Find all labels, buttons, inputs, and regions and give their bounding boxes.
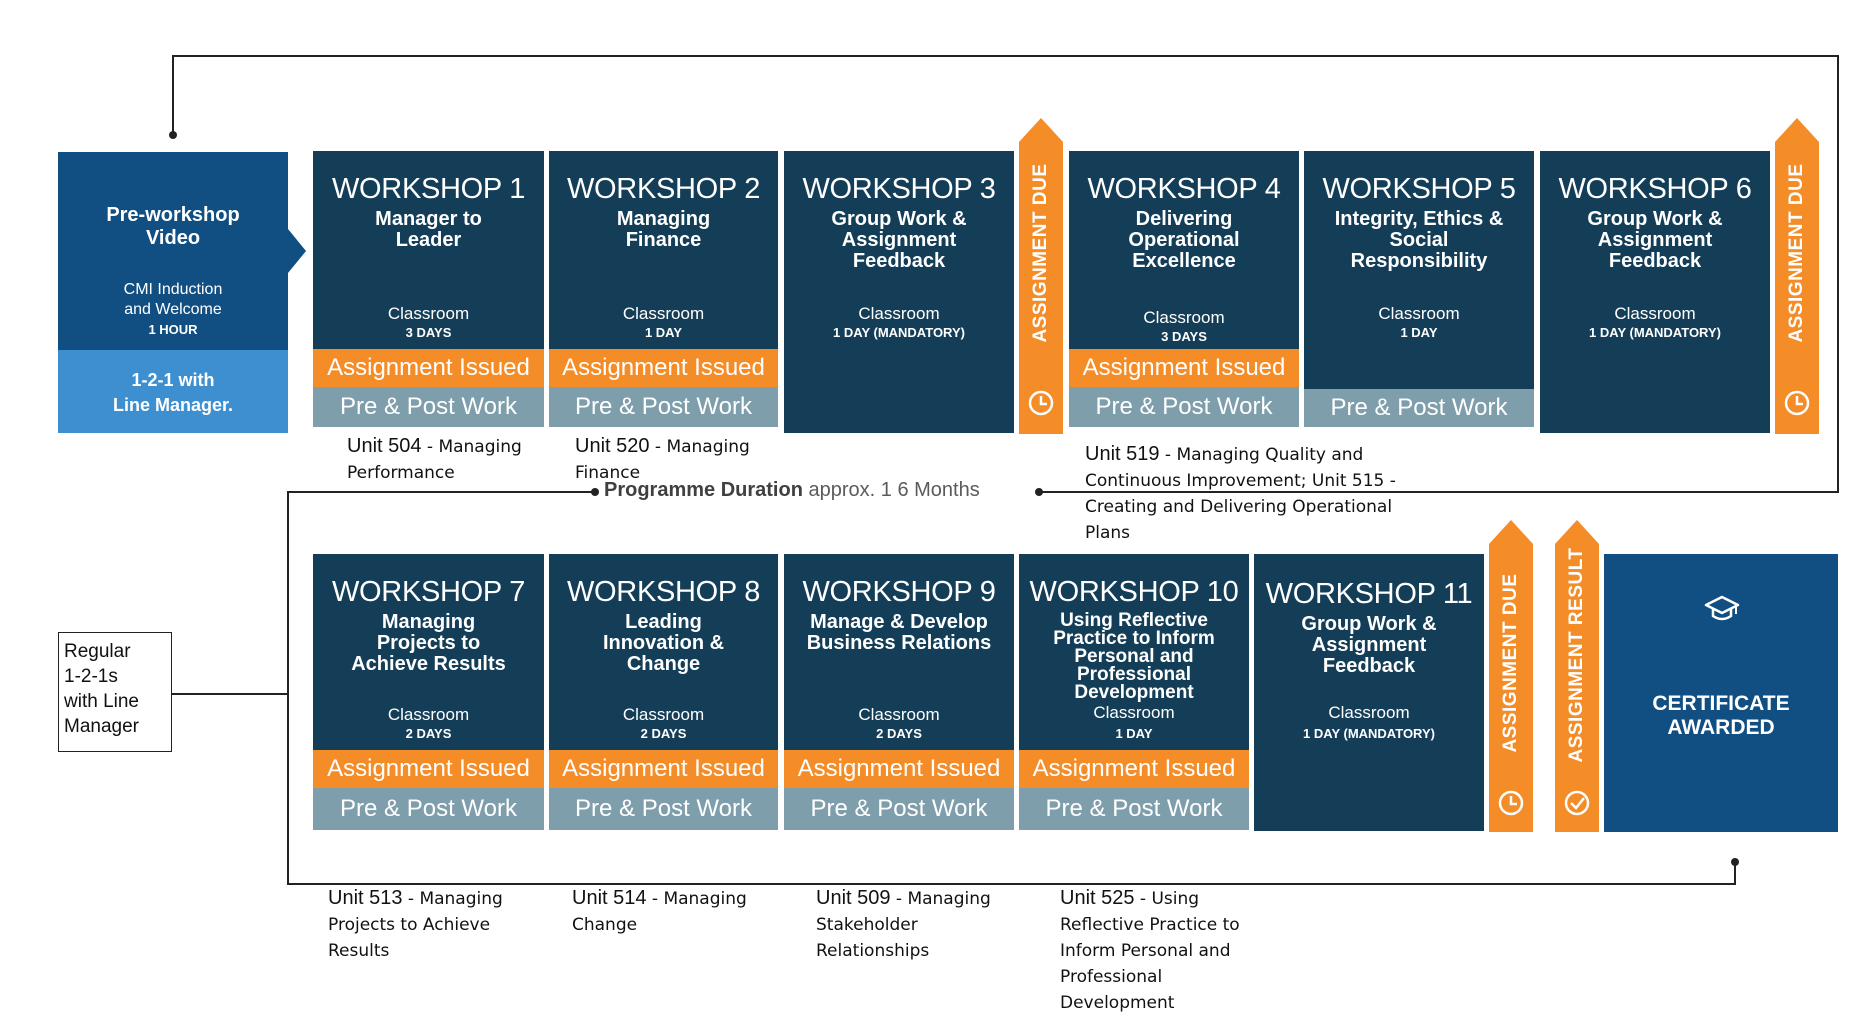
- unit-509-desc: - Managing Stakeholder Relationships: [816, 889, 991, 961]
- workshop-2-mode: Classroom: [622, 304, 705, 323]
- pre-workshop-video: [58, 152, 288, 350]
- unit-520-desc: - Managing Finance: [575, 437, 750, 483]
- assignment-due-3-label: ASSIGNMENT DUE: [1500, 573, 1521, 753]
- workshop-1-subject: Manager to Leader: [375, 208, 482, 251]
- workshop-1-mode: Classroom: [387, 304, 470, 323]
- workshop-4-title: WORKSHOP 4: [1087, 173, 1281, 205]
- workshop-1-card: [313, 151, 544, 433]
- assignment-due-2-label: ASSIGNMENT DUE: [1786, 163, 1807, 343]
- workshop-7-duration: 2 DAYS: [405, 726, 452, 741]
- assignment-result: [1555, 520, 1599, 832]
- workshop-2-card: [549, 151, 778, 433]
- pre-workshop-duration: 1 HOUR: [148, 322, 198, 337]
- workshop-7-prepost: Pre & Post Work: [313, 788, 544, 830]
- workshop-4-duration: 3 DAYS: [1161, 329, 1207, 344]
- assignment-due-1-label: ASSIGNMENT DUE: [1030, 163, 1051, 343]
- regular-121-box: Regular 1-2-1s with Line Manager: [58, 632, 172, 752]
- workshop-6-card: [1540, 151, 1770, 433]
- workshop-4-assignment: Assignment Issued: [1069, 349, 1299, 387]
- unit-513-label: [328, 886, 528, 964]
- graduation-cap-icon: [1704, 594, 1740, 624]
- programme-duration: [604, 479, 980, 502]
- unit-513-code: Unit 513: [328, 887, 403, 909]
- workshop-8-duration: 2 DAYS: [640, 726, 687, 741]
- assignment-due-1: [1019, 118, 1063, 434]
- workshop-1-body: [313, 151, 544, 349]
- workshop-7-mode: Classroom: [387, 705, 470, 724]
- workshop-1-title: WORKSHOP 1: [331, 173, 526, 205]
- workshop-9-title: WORKSHOP 9: [802, 576, 996, 608]
- certificate-awarded: [1604, 554, 1838, 832]
- pre-workshop-title: Pre-workshop Video: [106, 204, 240, 249]
- workshop-3-body: [784, 151, 1014, 433]
- workshop-1-prepost: Pre & Post Work: [313, 387, 544, 427]
- workshop-4-card: [1069, 151, 1299, 433]
- workshop-9-subject: Manage & Develop Business Relations: [806, 611, 992, 654]
- workshop-6-body: [1540, 151, 1770, 433]
- unit-504-code: Unit 504: [347, 435, 422, 457]
- workshop-11-body: [1254, 554, 1484, 831]
- workshop-11-card: [1254, 554, 1484, 831]
- unit-513-desc: - Managing Projects to Achieve Results: [328, 889, 503, 961]
- workshop-6-subject: Group Work & Assignment Feedback: [1587, 208, 1723, 272]
- workshop-8-assignment: Assignment Issued: [549, 750, 778, 788]
- unit-519-515-label: [1085, 442, 1415, 546]
- workshop-2-subject: Managing Finance: [616, 208, 711, 251]
- assignment-due-2: [1775, 118, 1819, 434]
- workshop-2-assignment: Assignment Issued: [549, 349, 778, 387]
- workshop-11-mode: Classroom: [1328, 703, 1410, 722]
- workshop-5-mode: Classroom: [1378, 304, 1460, 323]
- pre-workshop-subtitle: CMI Induction and Welcome: [123, 281, 223, 318]
- workshop-9-prepost: Pre & Post Work: [784, 788, 1014, 830]
- workshop-5-duration: 1 DAY: [1400, 325, 1438, 340]
- workshop-5-title: WORKSHOP 5: [1322, 173, 1516, 205]
- programme-duration-strong: Programme Duration: [604, 479, 803, 501]
- workshop-3-subject: Group Work & Assignment Feedback: [831, 208, 967, 272]
- unit-514-label: [572, 886, 772, 938]
- unit-509-label: [816, 886, 1011, 964]
- workshop-4-prepost: Pre & Post Work: [1069, 387, 1299, 427]
- workshop-7-assignment: Assignment Issued: [313, 750, 544, 788]
- workshop-3-mode: Classroom: [858, 304, 940, 323]
- certificate-label: CERTIFICATE AWARDED: [1652, 692, 1790, 739]
- workshop-10-body: [1019, 554, 1249, 750]
- workshop-8-prepost: Pre & Post Work: [549, 788, 778, 830]
- unit-504-label: [347, 434, 542, 486]
- workshop-10-subject: Using Reflective Practice to Inform Personal and Professional Development: [1053, 610, 1215, 703]
- workshop-11-title: WORKSHOP 11: [1265, 578, 1473, 610]
- unit-514-code: Unit 514: [572, 887, 647, 909]
- unit-514-desc: - Managing Change: [572, 889, 747, 935]
- workshop-2-title: WORKSHOP 2: [566, 173, 761, 205]
- assignment-due-3: [1489, 520, 1533, 832]
- unit-504-desc: - Managing Performance: [347, 437, 522, 483]
- workshop-7-subject: Managing Projects to Achieve Results: [351, 611, 506, 675]
- workshop-1-duration: 3 DAYS: [405, 325, 452, 340]
- workshop-5-card: [1304, 151, 1534, 433]
- workshop-10-prepost: Pre & Post Work: [1019, 788, 1249, 830]
- workshop-8-card: [549, 554, 778, 836]
- workshop-8-title: WORKSHOP 8: [566, 576, 761, 608]
- workshop-4-subject: Delivering Operational Excellence: [1128, 208, 1240, 272]
- workshop-9-body: [784, 554, 1014, 750]
- unit-525-code: Unit 525: [1060, 887, 1135, 909]
- unit-509-code: Unit 509: [816, 887, 891, 909]
- workshop-2-prepost: Pre & Post Work: [549, 387, 778, 427]
- unit-519-desc: - Managing Quality and Continuous Improvement; Unit 515 - Creating and Delivering Operational Plans: [1085, 445, 1396, 543]
- workshop-8-mode: Classroom: [622, 705, 705, 724]
- workshop-4-mode: Classroom: [1143, 308, 1225, 327]
- workshop-3-duration: 1 DAY (MANDATORY): [833, 325, 965, 340]
- workshop-10-duration: 1 DAY: [1115, 726, 1153, 741]
- unit-519-code: Unit 519: [1085, 443, 1160, 465]
- workshop-10-card: [1019, 554, 1249, 836]
- workshop-2-duration: 1 DAY: [644, 325, 683, 340]
- workshop-9-duration: 2 DAYS: [876, 726, 922, 741]
- workshop-8-body: [549, 554, 778, 750]
- workshop-3-title: WORKSHOP 3: [802, 173, 996, 205]
- workshop-1-assignment: Assignment Issued: [313, 349, 544, 387]
- workshop-10-title: WORKSHOP 10: [1029, 576, 1239, 608]
- workshop-5-body: [1304, 151, 1534, 389]
- unit-520-code: Unit 520: [575, 435, 650, 457]
- workshop-6-title: WORKSHOP 6: [1558, 173, 1752, 205]
- workshop-10-mode: Classroom: [1093, 703, 1175, 722]
- workshop-11-duration: 1 DAY (MANDATORY): [1303, 726, 1435, 741]
- unit-525-desc: - Using Reflective Practice to Inform Personal and Professional Development: [1060, 889, 1240, 1013]
- workshop-4-body: [1069, 151, 1299, 349]
- workshop-9-card: [784, 554, 1014, 836]
- workshop-10-assignment: Assignment Issued: [1019, 750, 1249, 788]
- workshop-9-assignment: Assignment Issued: [784, 750, 1014, 788]
- workshop-5-subject: Integrity, Ethics & Social Responsibility: [1334, 208, 1504, 272]
- workshop-8-subject: Leading Innovation & Change: [602, 611, 725, 675]
- workshop-6-mode: Classroom: [1614, 304, 1696, 323]
- workshop-7-card: [313, 554, 544, 836]
- workshop-9-mode: Classroom: [858, 705, 940, 724]
- programme-duration-rest: approx. 1 6 Months: [802, 479, 980, 501]
- workshop-5-prepost: Pre & Post Work: [1304, 389, 1534, 427]
- workshop-6-duration: 1 DAY (MANDATORY): [1589, 325, 1721, 340]
- pre-workshop-arrow: [288, 229, 306, 273]
- workshop-3-card: [784, 151, 1014, 433]
- workshop-7-body: [313, 554, 544, 750]
- workshop-11-subject: Group Work & Assignment Feedback: [1301, 613, 1437, 677]
- workshop-2-body: [549, 151, 778, 349]
- workshop-7-title: WORKSHOP 7: [331, 576, 526, 608]
- unit-525-label: [1060, 886, 1260, 1016]
- assignment-result-label: ASSIGNMENT RESULT: [1566, 547, 1587, 763]
- line-manager-box: 1-2-1 with Line Manager.: [58, 350, 288, 433]
